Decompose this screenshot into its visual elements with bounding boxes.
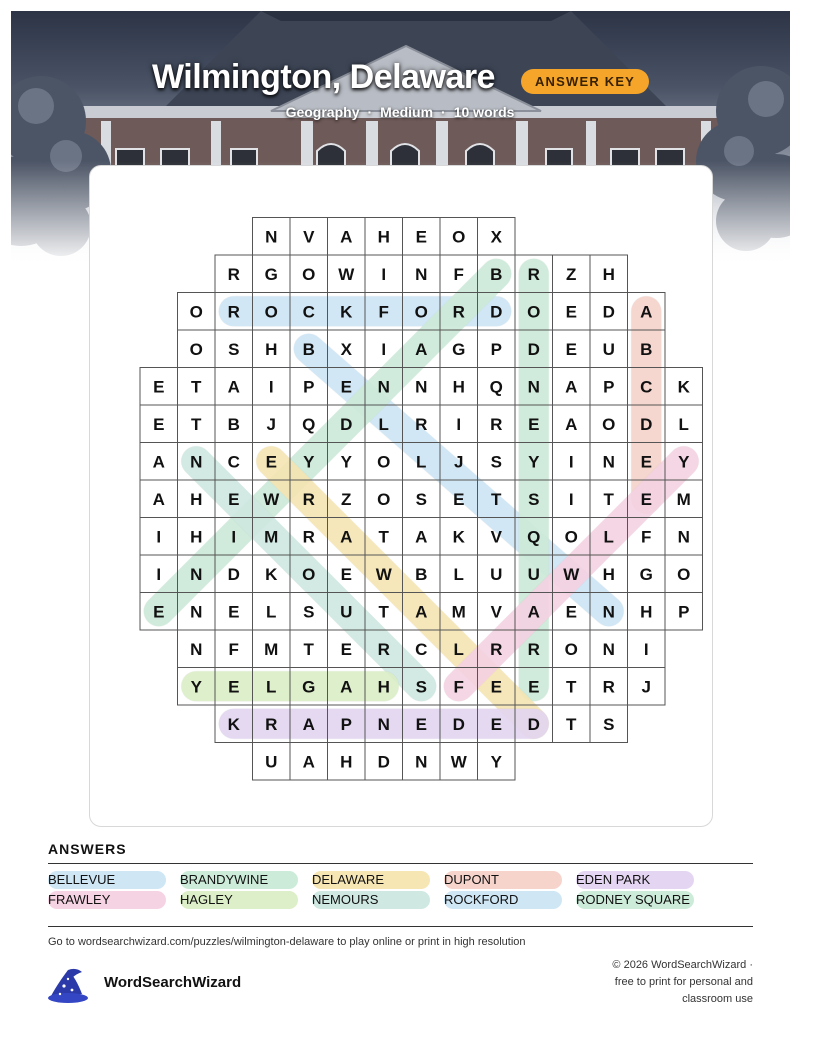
grid-letter: T [491, 489, 502, 509]
grid-letter: E [153, 414, 165, 434]
grid-letter: W [338, 264, 355, 284]
grid-letter: D [452, 714, 465, 734]
answer-item: HAGLEY [180, 891, 298, 909]
grid-letter: N [190, 564, 203, 584]
grid-letter: E [228, 677, 240, 697]
grid-letter: S [603, 714, 615, 734]
grid-letter: D [377, 752, 390, 772]
answer-item: RODNEY SQUARE [576, 891, 694, 909]
difficulty-label: Medium [380, 104, 434, 120]
grid-letter: R [602, 677, 615, 697]
grid-letter: V [303, 227, 315, 247]
grid-letter: Y [528, 452, 540, 472]
grid-letter: Z [341, 489, 352, 509]
grid-letter: R [490, 414, 503, 434]
grid-letter: M [264, 639, 279, 659]
grid-letter: E [490, 714, 502, 734]
grid-letter: D [527, 714, 540, 734]
grid-letter: N [677, 527, 690, 547]
grid-letter: F [378, 302, 389, 322]
grid-letter: J [266, 414, 276, 434]
grid-letter: O [414, 302, 428, 322]
answer-item: FRAWLEY [48, 891, 166, 909]
puzzle-meta [0, 104, 800, 120]
grid-letter: K [452, 527, 465, 547]
grid-letter: P [303, 377, 315, 397]
grid-letter: E [153, 602, 165, 622]
grid-letter: A [302, 752, 315, 772]
grid-letter: F [228, 639, 239, 659]
grid-letter: S [528, 489, 540, 509]
grid-letter: E [565, 302, 577, 322]
grid-letter: M [676, 489, 691, 509]
grid-letter: A [415, 602, 428, 622]
answers-heading: ANSWERS [48, 841, 127, 857]
answer-item: EDEN PARK [576, 871, 694, 889]
grid-letter: E [565, 602, 577, 622]
grid-letter: H [602, 264, 615, 284]
grid-letter: O [564, 639, 578, 659]
grid-letter: O [452, 227, 466, 247]
grid-letter: S [415, 489, 427, 509]
grid-letter: N [415, 752, 428, 772]
grid-letter: I [643, 639, 649, 659]
grid-letter: A [302, 714, 315, 734]
grid-letter: C [640, 377, 653, 397]
brand-name: WordSearchWizard [104, 974, 242, 991]
grid-letter: Y [340, 452, 352, 472]
grid-letter: H [265, 339, 278, 359]
grid-letter: A [152, 452, 165, 472]
grid-letter: A [340, 677, 353, 697]
grid-letter: Y [490, 752, 502, 772]
grid-letter: N [602, 452, 615, 472]
grid-letter: G [639, 564, 653, 584]
grid-letter: T [191, 377, 202, 397]
copyright-line: © 2026 WordSearchWizard · [612, 959, 753, 971]
grid-letter: N [527, 377, 540, 397]
grid-letter: L [453, 564, 464, 584]
page-title: Wilmington, Delaware [152, 58, 495, 96]
grid-letter: H [190, 527, 203, 547]
grid-letter: R [527, 264, 540, 284]
grid-letter: N [377, 377, 390, 397]
meta-separator: · [367, 104, 373, 120]
grid-letter: E [415, 714, 427, 734]
grid-letter: E [265, 452, 277, 472]
grid-letter: L [266, 602, 277, 622]
play-online-link[interactable]: Go to wordsearchwizard.com/puzzles/wilmington-delaware to play online or print in high resolution [48, 936, 526, 948]
grid-letter: E [640, 452, 652, 472]
grid-letter: I [568, 489, 574, 509]
grid-letter: B [227, 414, 240, 434]
grid-letter: H [640, 602, 653, 622]
grid-letter: T [566, 677, 577, 697]
grid-letter: E [640, 489, 652, 509]
grid-letter: D [340, 414, 353, 434]
grid-letter: F [641, 527, 652, 547]
grid-letter: D [602, 302, 615, 322]
grid-letter: H [340, 752, 353, 772]
grid-letter: E [153, 377, 165, 397]
grid-letter: A [227, 377, 240, 397]
grid-letter: Z [566, 264, 577, 284]
grid-letter: X [490, 227, 502, 247]
grid-letter: R [227, 302, 240, 322]
copyright-notice [533, 957, 753, 1008]
grid-letter: E [340, 639, 352, 659]
grid-letter: N [377, 714, 390, 734]
grid-letter: G [264, 264, 278, 284]
grid-letter: Y [678, 452, 690, 472]
grid-letter: U [490, 564, 503, 584]
grid-letter: P [490, 339, 502, 359]
grid-letter: R [227, 264, 240, 284]
wizard-hat-icon [46, 964, 94, 1009]
grid-letter: J [641, 677, 651, 697]
grid-letter: F [453, 677, 464, 697]
answers-bottom-divider [48, 926, 753, 927]
grid-letter: B [415, 564, 428, 584]
grid-letter: Y [190, 677, 202, 697]
grid-letter: T [378, 602, 389, 622]
grid-letter: N [190, 639, 203, 659]
grid-letter: T [378, 527, 389, 547]
grid-letter: D [490, 302, 503, 322]
grid-letter: I [156, 564, 162, 584]
grid-letter: S [415, 677, 427, 697]
grid-letter: S [303, 602, 315, 622]
grid-letter: A [340, 227, 353, 247]
grid-letter: N [415, 264, 428, 284]
grid-letter: N [602, 639, 615, 659]
grid-letter: U [265, 752, 278, 772]
grid-letter: K [340, 302, 353, 322]
grid-letter: I [381, 339, 387, 359]
grid-letter: R [302, 489, 315, 509]
grid-letter: O [189, 302, 203, 322]
grid-letter: D [527, 339, 540, 359]
grid-letter: R [265, 714, 278, 734]
answer-item: DELAWARE [312, 871, 430, 889]
grid-letter: A [640, 302, 653, 322]
grid-letter: W [263, 489, 280, 509]
grid-letter: O [527, 302, 541, 322]
grid-letter: O [564, 527, 578, 547]
grid-letter: A [415, 527, 428, 547]
grid-letter: N [190, 602, 203, 622]
grid-letter: U [527, 564, 540, 584]
grid-letter: K [227, 714, 240, 734]
answer-item: NEMOURS [312, 891, 430, 909]
grid-letter: E [415, 227, 427, 247]
grid-letter: R [527, 639, 540, 659]
answer-item: ROCKFORD [444, 891, 562, 909]
grid-letter: W [450, 752, 467, 772]
grid-letter: G [452, 339, 466, 359]
answer-key-badge: ANSWER KEY [521, 69, 649, 94]
grid-letter: K [677, 377, 690, 397]
grid-letter: O [189, 339, 203, 359]
grid-letter: H [377, 677, 390, 697]
grid-letter: M [451, 602, 466, 622]
answer-item: BELLEVUE [48, 871, 166, 889]
grid-letter: A [565, 377, 578, 397]
grid-letter: Q [527, 527, 541, 547]
grid-letter: B [302, 339, 315, 359]
grid-letter: R [415, 414, 428, 434]
grid-letter: G [302, 677, 316, 697]
grid-letter: L [678, 414, 689, 434]
grid-letter: E [490, 677, 502, 697]
word-search-grid [90, 166, 712, 826]
grid-letter: Q [489, 377, 503, 397]
grid-letter: L [266, 677, 277, 697]
grid-letter: I [231, 527, 237, 547]
grid-letter: L [378, 414, 389, 434]
grid-letter: V [490, 527, 502, 547]
answer-item: BRANDYWINE [180, 871, 298, 889]
grid-letter: L [453, 639, 464, 659]
grid-letter: A [415, 339, 428, 359]
word-count-label: 10 words [453, 104, 515, 120]
grid-letter: R [490, 639, 503, 659]
grid-letter: W [375, 564, 392, 584]
category-label: Geography [285, 104, 360, 120]
grid-letter: O [302, 564, 316, 584]
grid-letter: A [565, 414, 578, 434]
grid-letter: L [603, 527, 614, 547]
grid-letter: P [678, 602, 690, 622]
grid-letter: O [302, 264, 316, 284]
grid-letter: N [190, 452, 203, 472]
grid-letter: O [377, 452, 391, 472]
grid-letter: K [265, 564, 278, 584]
copyright-line: free to print for personal and [614, 976, 753, 988]
grid-letter: T [566, 714, 577, 734]
grid-letter: V [490, 602, 502, 622]
puzzle-card [89, 165, 713, 827]
grid-letter: E [528, 677, 540, 697]
grid-letter: U [602, 339, 615, 359]
grid-letter: W [563, 564, 580, 584]
grid-letter: E [453, 489, 465, 509]
grid-letter: C [415, 639, 428, 659]
grid-letter: M [264, 527, 279, 547]
grid-letter: I [381, 264, 387, 284]
grid-letter: X [340, 339, 352, 359]
grid-letter: O [264, 302, 278, 322]
grid-letter: T [191, 414, 202, 434]
grid-letter: I [568, 452, 574, 472]
answers-top-divider [48, 863, 753, 864]
grid-letter: D [227, 564, 240, 584]
copyright-line: classroom use [682, 993, 753, 1005]
grid-letter: Y [303, 452, 315, 472]
grid-letter: U [340, 602, 353, 622]
grid-letter: I [268, 377, 274, 397]
grid-letter: H [377, 227, 390, 247]
grid-letter: E [228, 489, 240, 509]
grid-letter: H [190, 489, 203, 509]
grid-letter: F [453, 264, 464, 284]
grid-letter: E [228, 602, 240, 622]
grid-letter: S [490, 452, 502, 472]
grid-letter: I [156, 527, 162, 547]
grid-letter: P [603, 377, 615, 397]
grid-letter: E [340, 377, 352, 397]
grid-letter: O [602, 414, 616, 434]
grid-letter: D [640, 414, 653, 434]
grid-letter: Q [302, 414, 316, 434]
grid-letter: E [340, 564, 352, 584]
grid-letter: C [227, 452, 240, 472]
grid-letter: T [603, 489, 614, 509]
grid-letter: P [340, 714, 352, 734]
grid-letter: A [340, 527, 353, 547]
answers-list [48, 871, 753, 909]
grid-letter: T [303, 639, 314, 659]
meta-separator: · [441, 104, 446, 120]
grid-letter: B [640, 339, 653, 359]
grid-letter: O [677, 564, 691, 584]
grid-letter: E [528, 414, 540, 434]
grid-letter: N [602, 602, 615, 622]
grid-letter: I [456, 414, 462, 434]
grid-letter: N [415, 377, 428, 397]
grid-letter: O [377, 489, 391, 509]
grid-letter: H [452, 377, 465, 397]
answer-item: DUPONT [444, 871, 562, 889]
grid-letter: J [454, 452, 464, 472]
grid-letter: R [377, 639, 390, 659]
grid-letter: R [302, 527, 315, 547]
grid-letter: A [152, 489, 165, 509]
grid-letter: E [565, 339, 577, 359]
grid-letter: C [302, 302, 315, 322]
grid-letter: B [490, 264, 503, 284]
grid-letter: N [265, 227, 278, 247]
grid-letter: S [228, 339, 240, 359]
grid-letter: R [452, 302, 465, 322]
grid-letter: L [416, 452, 427, 472]
grid-letter: H [602, 564, 615, 584]
grid-letter: A [527, 602, 540, 622]
